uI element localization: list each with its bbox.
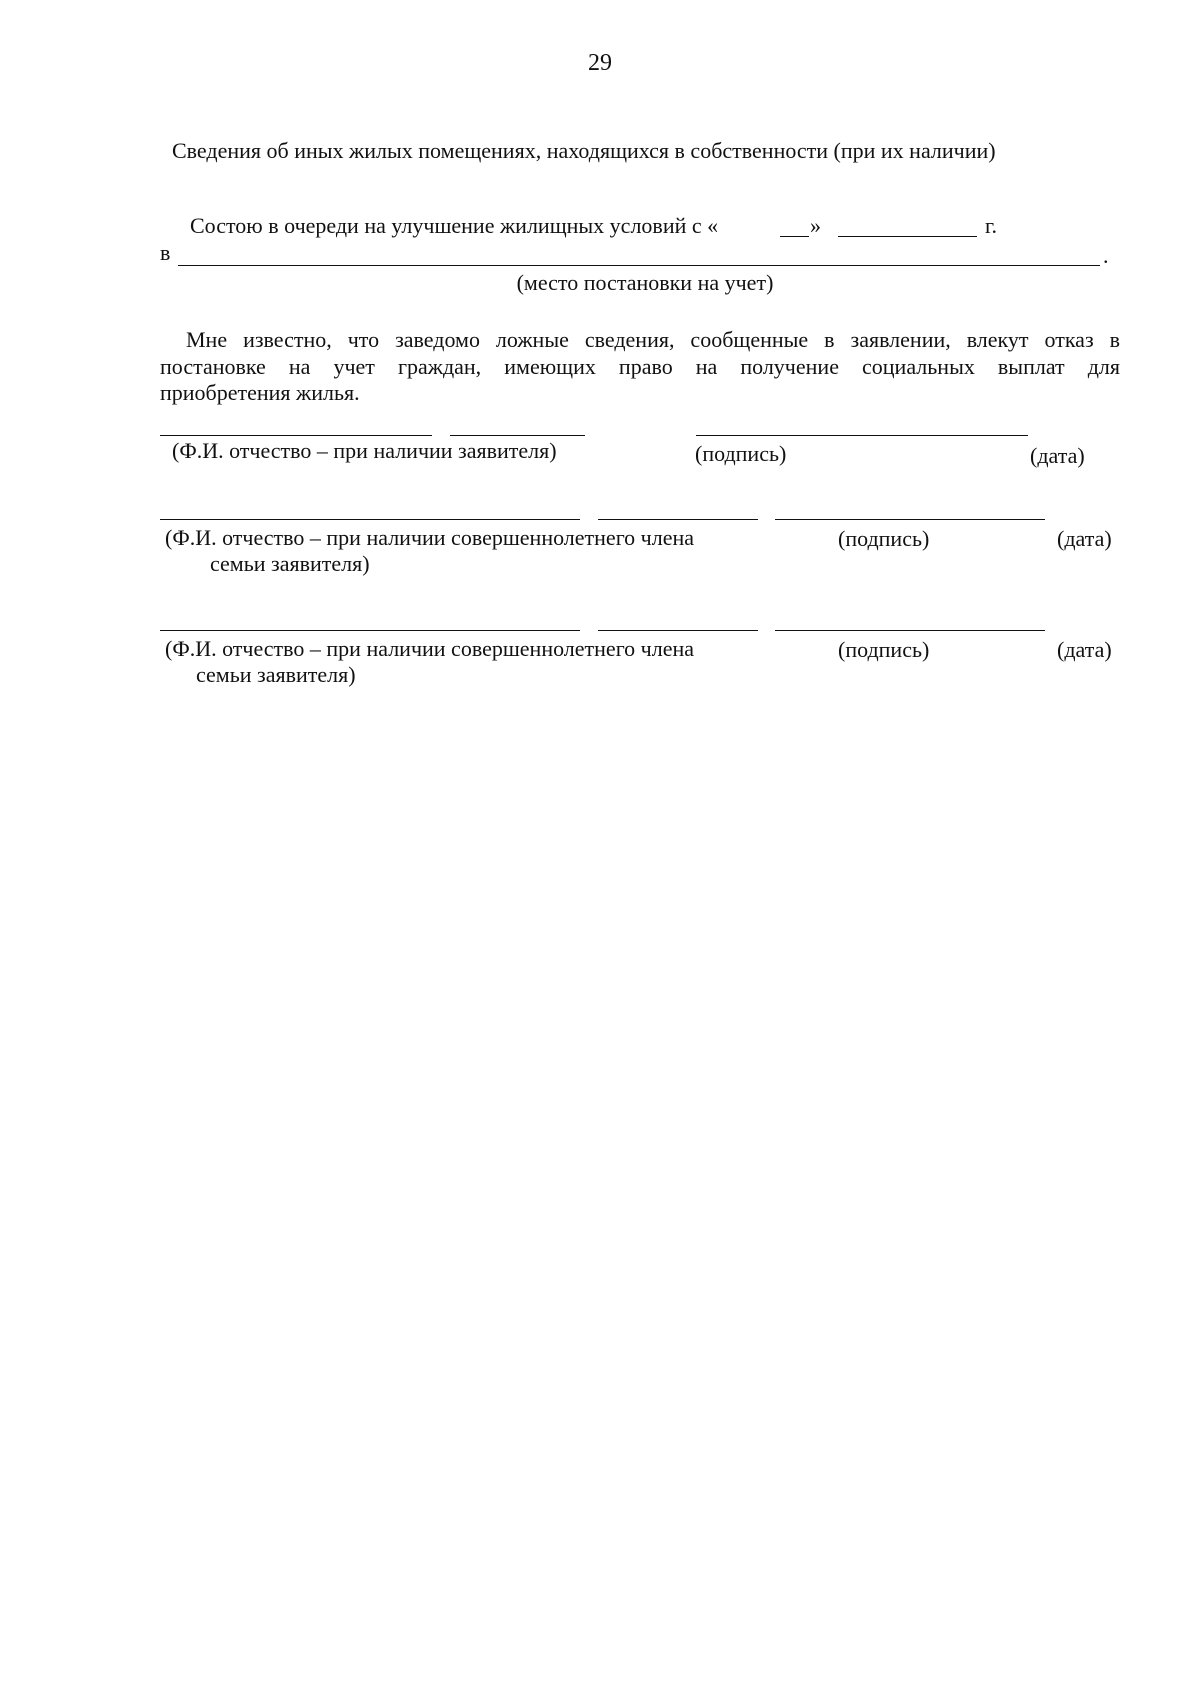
applicant-signature-blank[interactable] (450, 435, 585, 436)
place-caption: (место постановки на учет) (516, 270, 774, 295)
applicant-signature-caption: (подпись) (695, 441, 787, 466)
declaration-line-3: приобретения жилья. (160, 380, 360, 405)
family-2-name-caption-line2: семьи заявителя) (196, 662, 356, 687)
family-1-signature-caption: (подпись) (838, 526, 930, 551)
family-2-name-caption-line1: (Ф.И. отчество – при наличии совершеннолетнего члена (165, 636, 695, 661)
family-1-signature-blank[interactable] (598, 519, 758, 520)
family-1-name-blank[interactable] (160, 519, 580, 520)
applicant-date-blank[interactable] (696, 435, 1028, 436)
family-1-name-caption-line1: (Ф.И. отчество – при наличии совершеннолетнего члена (165, 525, 695, 550)
family-2-signature-blank[interactable] (598, 630, 758, 631)
page-number: 29 (588, 50, 612, 76)
queue-prefix-in: в (160, 240, 171, 265)
queue-place-blank[interactable] (178, 265, 1100, 266)
family-2-date-blank[interactable] (775, 630, 1045, 631)
queue-year-suffix: г. (985, 213, 998, 238)
applicant-date-caption: (дата) (1030, 443, 1085, 468)
family-2-signature-caption: (подпись) (838, 637, 930, 662)
other-housing-heading: Сведения об иных жилых помещениях, находящихся в собственности (при их наличии) (172, 138, 996, 163)
family-1-name-caption-line2: семьи заявителя) (210, 551, 370, 576)
family-2-date-caption: (дата) (1057, 637, 1112, 662)
family-1-date-blank[interactable] (775, 519, 1045, 520)
queue-text: Состою в очереди на улучшение жилищных условий с « (190, 213, 719, 238)
declaration-line-1: Мне известно, что заведомо ложные сведения, сообщенные в заявлении, влекут отказ в (186, 327, 1120, 352)
family-1-date-caption: (дата) (1057, 526, 1112, 551)
applicant-name-caption: (Ф.И. отчество – при наличии заявителя) (172, 438, 557, 463)
queue-end-period: . (1103, 243, 1109, 268)
queue-month-blank[interactable] (838, 236, 977, 237)
queue-quote-close: » (810, 213, 821, 238)
applicant-name-blank[interactable] (160, 435, 432, 436)
declaration-line-2: постановке на учет граждан, имеющих право на получение социальных выплат для (160, 354, 1120, 379)
queue-day-blank[interactable] (780, 236, 809, 237)
family-2-name-blank[interactable] (160, 630, 580, 631)
